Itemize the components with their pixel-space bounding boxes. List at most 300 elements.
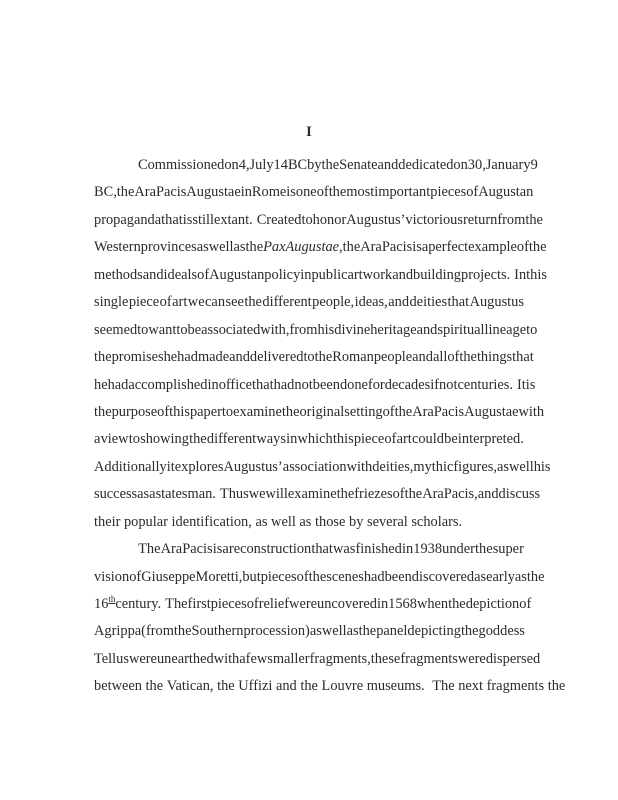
word: the [528,239,547,256]
word: a [149,486,156,503]
word: associated [201,321,261,338]
word: artwork [347,266,393,283]
word: few [245,650,268,667]
word: museums. [366,678,425,695]
text-line [94,207,543,234]
word: ideals [163,266,198,283]
word: their [94,513,121,530]
word: the [526,568,545,585]
word: on [224,157,239,173]
word: different [262,294,312,311]
word: the [245,239,264,256]
word: projects. [461,266,511,283]
word: lineage [484,321,527,338]
word: BC [287,157,308,173]
word: Rome [251,184,287,201]
word: the [116,184,135,201]
word: in [300,266,312,283]
word: art [172,294,188,311]
word: dedicated [398,157,454,173]
word: procession) [243,623,310,640]
word: piece [128,294,160,311]
word: original [299,403,345,420]
text-line [94,536,524,563]
word: the [244,294,262,311]
word: with [346,458,373,475]
word: that [252,376,274,393]
word: the [336,486,355,503]
section-numeral: I [306,124,312,140]
word: by [307,157,322,173]
word: from [497,211,526,228]
word: Augustus’ [346,211,406,228]
text-line [94,481,541,508]
word: as [233,239,246,256]
word: the [281,403,300,420]
word: people [373,349,413,366]
word: to [137,321,149,338]
word: and [416,321,438,338]
word: fragments, [309,650,371,667]
word: a [421,239,429,256]
word: decades [384,376,431,393]
word: identification, [171,513,252,530]
word: as [137,486,150,503]
word: people, [312,294,355,311]
word: methods [94,266,143,283]
word: building [413,266,461,283]
word: been [384,568,412,585]
word: Augustan [478,184,534,201]
text-line [94,317,538,344]
word: not [439,376,458,393]
word: ideas, [354,294,388,311]
text-line [94,509,524,536]
word: early [486,568,515,585]
word: he [163,349,178,366]
word: one [295,184,317,201]
word: the [217,678,235,695]
word: can [205,294,226,311]
word: as [346,623,359,640]
word: fragments [400,650,458,667]
text-line [94,399,545,426]
word: in [376,596,389,612]
word: between [94,678,142,695]
word: of [392,486,405,503]
text-line [94,564,545,591]
word: this [332,431,354,448]
word: of [296,568,309,585]
word: provinces [140,239,197,256]
word: promises [111,349,164,366]
word: Moretti, [195,568,243,585]
word: Western [94,239,141,256]
word: Augustae, [285,239,343,256]
word: all [432,349,448,366]
word: to [526,321,538,338]
word: this [526,266,547,283]
word: 14 [273,157,288,173]
word: with [518,403,545,420]
word: Ara [134,184,156,201]
word: of [519,596,532,612]
word: the [94,403,112,420]
word: most [346,184,375,201]
word: examine [287,486,337,503]
word: see [225,294,244,311]
word: Augustan [209,266,265,283]
word: Tellus [94,650,129,667]
word: and [392,266,414,283]
word: the [525,211,543,228]
word: and [412,349,433,366]
text-line [94,152,538,179]
word: Uffizi [238,678,273,695]
word: and [229,349,250,366]
word: is [412,239,422,256]
word: divine [334,321,371,338]
word: was [333,541,356,558]
word: mythic [413,458,454,475]
word: as [514,568,527,585]
word: as [309,623,322,640]
word: on [453,157,468,173]
word: Agrippa [94,623,142,640]
word: but [242,568,261,585]
word: these [370,650,401,667]
word: 9 [530,157,538,173]
word: accomplished [128,376,208,393]
word: July [249,157,274,173]
word: dispersed [485,650,541,667]
word: as [255,513,268,530]
word: that [161,211,183,228]
word: under [442,541,475,558]
word: 30, [467,157,486,173]
word: a [239,650,246,667]
word: discuss [498,486,541,503]
word: vision [94,568,130,585]
word: In [514,266,527,283]
word: is [525,376,536,393]
word: could [411,431,444,448]
word: extant. [213,211,253,228]
text-line [94,372,536,399]
word: Pacis [155,184,187,201]
word: uncovered [317,596,377,612]
text-line [94,618,524,645]
word: of [157,403,170,420]
word: to [221,403,234,420]
word: panel [376,623,408,640]
word: this [169,403,190,420]
text-line [94,673,566,700]
word: his [533,458,551,475]
word: were [289,596,318,612]
word: the [189,431,207,448]
word: of [466,184,479,201]
word: 1568 [388,596,417,612]
word: smaller [267,650,310,667]
word: fragments [486,678,545,695]
word: pieces [210,596,247,612]
word: interpreted. [457,431,524,448]
word: with [213,650,240,667]
word: different [206,431,257,448]
word: as [299,513,312,530]
word: propaganda [94,211,162,228]
word: relief [258,596,290,612]
word: well [508,458,534,475]
word: to [128,431,140,448]
word: Pacis, [443,486,478,503]
word: return [462,211,498,228]
word: example [468,239,517,256]
word: Pacis [381,239,413,256]
word: view [100,431,129,448]
text-line [94,289,524,316]
word: to [176,321,188,338]
word: if [430,376,440,393]
word: Pacis [433,403,465,420]
word: the [145,678,164,695]
word: of [447,349,460,366]
word: had [107,376,129,393]
text-line [94,262,547,289]
word: a [222,541,229,558]
word: the [547,678,566,695]
word: well [208,239,234,256]
word: deities [409,294,448,311]
text-line [94,591,532,618]
word: had [273,376,295,393]
word: the [448,596,466,612]
word: well [321,623,347,640]
word: the [328,184,347,201]
word: want [148,321,177,338]
word: Augustus’ [223,458,283,475]
word: 4, [238,157,250,173]
word: be [444,431,458,448]
word: popular [123,513,168,530]
word: reconstruction [228,541,312,558]
word: to [301,211,313,228]
word: as [496,458,509,475]
word: It [516,376,526,393]
word: and [477,486,499,503]
word: Ara [360,239,382,256]
word: centuries. [457,376,513,393]
word: piece [353,431,385,448]
word: of [384,431,397,448]
word: that [447,294,470,311]
word: in [240,184,252,201]
word: seemed [94,321,138,338]
word: single [94,294,129,311]
word: policy [264,266,301,283]
word: were [128,650,157,667]
word: deities, [372,458,414,475]
word: important [374,184,431,201]
word: showing [140,431,189,448]
word: in [401,541,414,558]
word: the [300,678,318,695]
word: that [311,541,333,558]
word: of [316,184,329,201]
word: is [286,184,296,201]
word: the [404,486,423,503]
word: is [212,541,223,558]
word: Pax [263,239,286,256]
word: association [282,458,347,475]
word: January [485,157,531,173]
word: when [416,596,449,612]
word: heritage [370,321,417,338]
word: been [312,376,340,393]
word: for [367,376,385,393]
word: the [308,568,327,585]
text-line [94,179,534,206]
word: spiritual [437,321,485,338]
word: in [207,376,219,393]
word: Augustus [469,294,524,311]
word: the [459,349,477,366]
word: the [358,623,377,640]
word: of [246,596,259,612]
word: delivered [249,349,304,366]
word: those [315,513,346,530]
word: by [349,513,364,530]
word: super [492,541,524,558]
word: setting [344,403,383,420]
word: Ara [160,541,183,558]
word: Louvre [321,678,364,695]
word: depiction [465,596,520,612]
word: The [432,678,455,695]
word: not [294,376,313,393]
word: had [177,349,198,366]
word: made [197,349,230,366]
word: finished [355,541,402,558]
text-line [94,426,524,453]
word: The [165,596,188,612]
word: 16th [94,594,116,612]
word: Ara [412,403,434,420]
word: depicting [407,623,461,640]
word: Senate [339,157,378,173]
word: Giuseppe [141,568,196,585]
word: as [196,239,209,256]
word: be [187,321,202,338]
word: and [388,294,410,311]
word: success [94,486,138,503]
word: Roman [332,349,374,366]
word: the [342,239,361,256]
word: paper [189,403,222,420]
word: done [339,376,368,393]
word: the [314,349,333,366]
word: goddess [478,623,525,640]
word: as [474,568,487,585]
word: honor [312,211,347,228]
word: The [138,541,161,558]
word: to [303,349,315,366]
word: several [366,513,408,530]
word: is [182,211,193,228]
word: Commissioned [138,157,225,173]
word: Thus [219,486,249,503]
word: perfect [428,239,469,256]
word: his [317,321,335,338]
word: still [192,211,214,228]
word: unearthed [156,650,214,667]
word: scenes [326,568,364,585]
word: he [94,376,108,393]
word: discovered [411,568,475,585]
word: had [363,568,385,585]
word: Ara [422,486,444,503]
word: the [475,541,493,558]
word: century. [115,596,162,612]
word: well [271,513,296,530]
word: were [457,650,486,667]
word: it [166,458,175,475]
word: examine [233,403,282,420]
word: Vatican, [166,678,214,695]
word: we [187,294,205,311]
word: pieces [260,568,297,585]
word: public [311,266,348,283]
word: office [218,376,252,393]
word: Created [256,211,302,228]
word: in [286,431,298,448]
text-line [94,646,541,673]
word: scholars. [411,513,463,530]
word: (from [141,623,174,640]
word: next [458,678,483,695]
word: of [382,403,395,420]
word: the [173,623,192,640]
word: pieces [430,184,467,201]
word: Southern [191,623,244,640]
text-line [94,344,534,371]
word: purpose [111,403,158,420]
word: things [476,349,513,366]
word: victorious [405,211,463,228]
word: ways [256,431,286,448]
text-line [94,454,551,481]
word: of [516,239,529,256]
word: statesman. [155,486,216,503]
word: and [142,266,164,283]
word: friezes [354,486,393,503]
word: a [94,431,101,448]
word: BC, [94,184,117,201]
ordinal-suffix: th [108,594,116,605]
word: Additionally [94,458,167,475]
word: the [321,157,340,173]
word: art [396,431,412,448]
word: from [289,321,318,338]
word: Pacis [182,541,213,558]
word: that [512,349,534,366]
word: 1938 [413,541,443,558]
word: the [94,349,112,366]
word: which [297,431,333,448]
word: we [248,486,266,503]
word: Augustae [464,403,519,420]
